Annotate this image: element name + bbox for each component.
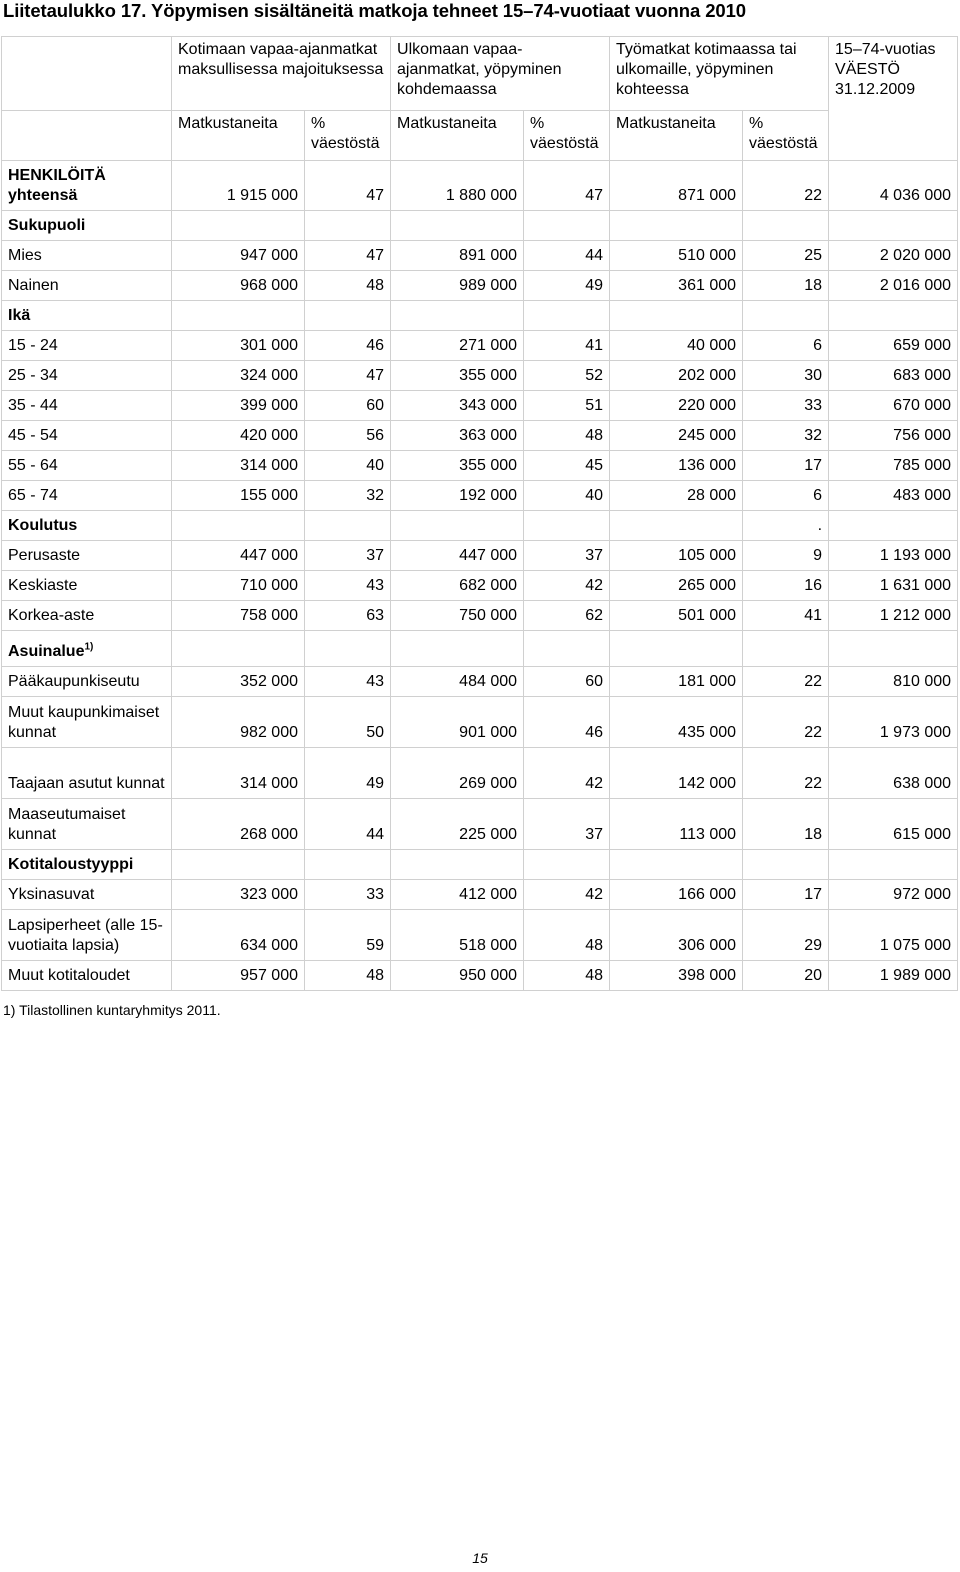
cell-value: 756 000 [829, 421, 958, 451]
section-title [2, 850, 172, 880]
section-value: 871 000 [610, 161, 743, 211]
cell-value: 40 000 [610, 331, 743, 361]
section-row [2, 850, 958, 880]
empty-cell [391, 211, 524, 241]
cell-value: 41 [524, 331, 610, 361]
cell-value: 220 000 [610, 391, 743, 421]
row-label: Pääkaupunkiseutu [2, 667, 172, 697]
cell-value: 33 [305, 880, 391, 910]
cell-value: 957 000 [172, 961, 305, 991]
empty-cell [524, 301, 610, 331]
cell-value: 48 [305, 271, 391, 301]
cell-value: 16 [743, 571, 829, 601]
empty-cell [610, 211, 743, 241]
section-value [172, 511, 305, 541]
cell-value: 37 [305, 541, 391, 571]
cell-value: 355 000 [391, 361, 524, 391]
cell-value: 483 000 [829, 481, 958, 511]
cell-value: 634 000 [172, 910, 305, 961]
cell-value: 6 [743, 481, 829, 511]
section-title [2, 301, 172, 331]
data-table [1, 36, 958, 991]
cell-value: 60 [524, 667, 610, 697]
cell-value: 785 000 [829, 451, 958, 481]
cell-value: 343 000 [391, 391, 524, 421]
cell-value: 20 [743, 961, 829, 991]
footnote: 1) Tilastollinen kuntaryhmitys 2011. [3, 1002, 221, 1018]
cell-value: 891 000 [391, 241, 524, 271]
empty-cell [305, 211, 391, 241]
row-label: Muut kaupunkimaiset kunnat [2, 697, 172, 748]
cell-value: 1 193 000 [829, 541, 958, 571]
section-value: . [743, 511, 829, 541]
row-label: Muut kotitaloudet [2, 961, 172, 991]
empty-cell [829, 850, 958, 880]
cell-value: 32 [305, 481, 391, 511]
cell-value: 399 000 [172, 391, 305, 421]
cell-value: 60 [305, 391, 391, 421]
row-label: Mies [2, 241, 172, 271]
table-row [2, 748, 958, 799]
cell-value: 271 000 [391, 331, 524, 361]
table-row [2, 391, 958, 421]
row-label: Yksinasuvat [2, 880, 172, 910]
cell-value: 398 000 [610, 961, 743, 991]
footnote-marker: 1) [84, 641, 94, 653]
empty-cell [743, 211, 829, 241]
cell-value: 1 631 000 [829, 571, 958, 601]
section-title-text: Ikä [8, 307, 31, 324]
table-row [2, 271, 958, 301]
cell-value: 46 [524, 697, 610, 748]
header-trips: Matkustaneita [610, 111, 743, 161]
cell-value: 950 000 [391, 961, 524, 991]
row-label: 25 - 34 [2, 361, 172, 391]
cell-value: 42 [524, 571, 610, 601]
section-row [2, 511, 958, 541]
cell-value: 615 000 [829, 799, 958, 850]
cell-value: 670 000 [829, 391, 958, 421]
cell-value: 269 000 [391, 748, 524, 799]
cell-value: 42 [524, 880, 610, 910]
section-title-text: Koulutus [8, 517, 78, 534]
row-label: Korkea-aste [2, 601, 172, 631]
row-label: 55 - 64 [2, 451, 172, 481]
cell-value: 361 000 [610, 271, 743, 301]
cell-value: 501 000 [610, 601, 743, 631]
cell-value: 41 [743, 601, 829, 631]
cell-value: 22 [743, 748, 829, 799]
empty-cell [524, 850, 610, 880]
cell-value: 9 [743, 541, 829, 571]
empty-cell [305, 850, 391, 880]
empty-cell [172, 301, 305, 331]
page-number: 15 [472, 1550, 488, 1566]
table-row [2, 241, 958, 271]
row-label: Maaseutumaiset kunnat [2, 799, 172, 850]
section-row [2, 631, 958, 667]
cell-value: 2 016 000 [829, 271, 958, 301]
cell-value: 29 [743, 910, 829, 961]
cell-value: 44 [524, 241, 610, 271]
section-row [2, 211, 958, 241]
cell-value: 43 [305, 571, 391, 601]
header-group: Työmatkat kotimaassa tai ulkomaille, yöpyminen kohteessa [610, 37, 829, 111]
cell-value: 225 000 [391, 799, 524, 850]
row-label: Taajaan asutut kunnat [2, 748, 172, 799]
cell-value: 1 075 000 [829, 910, 958, 961]
empty-cell [305, 631, 391, 667]
section-title [2, 211, 172, 241]
cell-value: 18 [743, 799, 829, 850]
header-pct: % väestöstä [743, 111, 829, 161]
cell-value: 63 [305, 601, 391, 631]
cell-value: 37 [524, 541, 610, 571]
section-value: 1 915 000 [172, 161, 305, 211]
section-value: 47 [524, 161, 610, 211]
empty-cell [172, 211, 305, 241]
empty-cell [172, 631, 305, 667]
cell-value: 51 [524, 391, 610, 421]
cell-value: 324 000 [172, 361, 305, 391]
cell-value: 136 000 [610, 451, 743, 481]
cell-value: 245 000 [610, 421, 743, 451]
section-value [524, 511, 610, 541]
cell-value: 2 020 000 [829, 241, 958, 271]
header-sub-row [2, 111, 958, 161]
empty-cell [524, 631, 610, 667]
cell-value: 33 [743, 391, 829, 421]
table-row [2, 910, 958, 961]
cell-value: 323 000 [172, 880, 305, 910]
cell-value: 48 [524, 961, 610, 991]
section-value [305, 511, 391, 541]
cell-value: 710 000 [172, 571, 305, 601]
empty-cell [172, 850, 305, 880]
cell-value: 59 [305, 910, 391, 961]
cell-value: 363 000 [391, 421, 524, 451]
cell-value: 420 000 [172, 421, 305, 451]
cell-value: 750 000 [391, 601, 524, 631]
cell-value: 49 [524, 271, 610, 301]
table-row [2, 667, 958, 697]
table-row [2, 361, 958, 391]
cell-value: 155 000 [172, 481, 305, 511]
table-row [2, 571, 958, 601]
table-row [2, 601, 958, 631]
cell-value: 518 000 [391, 910, 524, 961]
table-row [2, 961, 958, 991]
section-row [2, 161, 958, 211]
cell-value: 989 000 [391, 271, 524, 301]
cell-value: 1 973 000 [829, 697, 958, 748]
empty-cell [391, 631, 524, 667]
cell-value: 758 000 [172, 601, 305, 631]
header-groups-row [2, 37, 958, 111]
cell-value: 28 000 [610, 481, 743, 511]
page-title: Liitetaulukko 17. Yöpymisen sisältäneitä matkoja tehneet 15–74-vuotiaat vuonna 2010 [3, 0, 746, 21]
cell-value: 484 000 [391, 667, 524, 697]
cell-value: 265 000 [610, 571, 743, 601]
empty-cell [305, 301, 391, 331]
empty-cell [829, 211, 958, 241]
cell-value: 18 [743, 271, 829, 301]
cell-value: 42 [524, 748, 610, 799]
cell-value: 412 000 [391, 880, 524, 910]
cell-value: 105 000 [610, 541, 743, 571]
row-label: 65 - 74 [2, 481, 172, 511]
header-pct: % väestöstä [524, 111, 610, 161]
header-group: Kotimaan vapaa-ajanmatkat maksullisessa majoituksessa [172, 37, 391, 111]
cell-value: 947 000 [172, 241, 305, 271]
cell-value: 166 000 [610, 880, 743, 910]
cell-value: 192 000 [391, 481, 524, 511]
cell-value: 901 000 [391, 697, 524, 748]
header-pct: % väestöstä [305, 111, 391, 161]
cell-value: 113 000 [610, 799, 743, 850]
cell-value: 32 [743, 421, 829, 451]
section-value [610, 511, 743, 541]
cell-value: 202 000 [610, 361, 743, 391]
row-label: Keskiaste [2, 571, 172, 601]
cell-value: 50 [305, 697, 391, 748]
cell-value: 17 [743, 880, 829, 910]
cell-value: 40 [524, 481, 610, 511]
table-row [2, 331, 958, 361]
cell-value: 25 [743, 241, 829, 271]
cell-value: 301 000 [172, 331, 305, 361]
cell-value: 47 [305, 241, 391, 271]
header-corner [2, 111, 172, 161]
section-title [2, 511, 172, 541]
empty-cell [610, 850, 743, 880]
empty-cell [610, 301, 743, 331]
cell-value: 683 000 [829, 361, 958, 391]
table-row [2, 421, 958, 451]
row-label: 15 - 24 [2, 331, 172, 361]
section-title [2, 631, 172, 667]
empty-cell [610, 631, 743, 667]
cell-value: 43 [305, 667, 391, 697]
cell-value: 45 [524, 451, 610, 481]
cell-value: 659 000 [829, 331, 958, 361]
cell-value: 968 000 [172, 271, 305, 301]
cell-value: 48 [524, 910, 610, 961]
row-label: 35 - 44 [2, 391, 172, 421]
empty-cell [391, 850, 524, 880]
cell-value: 37 [524, 799, 610, 850]
cell-value: 6 [743, 331, 829, 361]
cell-value: 17 [743, 451, 829, 481]
header-population: 15–74-vuotias VÄESTÖ 31.12.2009 [829, 37, 958, 161]
section-value [391, 511, 524, 541]
cell-value: 355 000 [391, 451, 524, 481]
row-label: Nainen [2, 271, 172, 301]
section-title-text: Sukupuoli [8, 217, 86, 234]
section-value: 47 [305, 161, 391, 211]
table-row [2, 481, 958, 511]
header-corner [2, 37, 172, 111]
cell-value: 46 [305, 331, 391, 361]
cell-value: 268 000 [172, 799, 305, 850]
cell-value: 314 000 [172, 451, 305, 481]
section-title-text: Kotitaloustyyppi [8, 856, 134, 873]
empty-cell [743, 301, 829, 331]
cell-value: 181 000 [610, 667, 743, 697]
cell-value: 22 [743, 697, 829, 748]
cell-value: 22 [743, 667, 829, 697]
cell-value: 682 000 [391, 571, 524, 601]
section-title [2, 161, 172, 211]
cell-value: 314 000 [172, 748, 305, 799]
empty-cell [524, 211, 610, 241]
cell-value: 352 000 [172, 667, 305, 697]
empty-cell [743, 631, 829, 667]
table-row [2, 541, 958, 571]
cell-value: 435 000 [610, 697, 743, 748]
table-row [2, 799, 958, 850]
row-label: 45 - 54 [2, 421, 172, 451]
section-value [829, 511, 958, 541]
cell-value: 972 000 [829, 880, 958, 910]
section-value: 4 036 000 [829, 161, 958, 211]
empty-cell [829, 301, 958, 331]
empty-cell [829, 631, 958, 667]
cell-value: 447 000 [172, 541, 305, 571]
cell-value: 142 000 [610, 748, 743, 799]
section-title-text: HENKILÖITÄ yhteensä [8, 167, 106, 204]
cell-value: 48 [524, 421, 610, 451]
cell-value: 810 000 [829, 667, 958, 697]
cell-value: 44 [305, 799, 391, 850]
cell-value: 49 [305, 748, 391, 799]
cell-value: 40 [305, 451, 391, 481]
cell-value: 62 [524, 601, 610, 631]
cell-value: 47 [305, 361, 391, 391]
empty-cell [391, 301, 524, 331]
cell-value: 1 212 000 [829, 601, 958, 631]
cell-value: 52 [524, 361, 610, 391]
row-label: Perusaste [2, 541, 172, 571]
section-value: 22 [743, 161, 829, 211]
cell-value: 1 989 000 [829, 961, 958, 991]
cell-value: 30 [743, 361, 829, 391]
table-row [2, 697, 958, 748]
cell-value: 306 000 [610, 910, 743, 961]
section-value: 1 880 000 [391, 161, 524, 211]
empty-cell [743, 850, 829, 880]
table-row [2, 880, 958, 910]
header-group: Ulkomaan vapaa-ajanmatkat, yöpyminen kohdemaassa [391, 37, 610, 111]
section-title-text: Asuinalue [8, 643, 85, 660]
row-label: Lapsiperheet (alle 15-vuotiaita lapsia) [2, 910, 172, 961]
section-row [2, 301, 958, 331]
cell-value: 638 000 [829, 748, 958, 799]
cell-value: 56 [305, 421, 391, 451]
cell-value: 447 000 [391, 541, 524, 571]
header-trips: Matkustaneita [172, 111, 305, 161]
cell-value: 510 000 [610, 241, 743, 271]
header-trips: Matkustaneita [391, 111, 524, 161]
cell-value: 982 000 [172, 697, 305, 748]
table-row [2, 451, 958, 481]
cell-value: 48 [305, 961, 391, 991]
